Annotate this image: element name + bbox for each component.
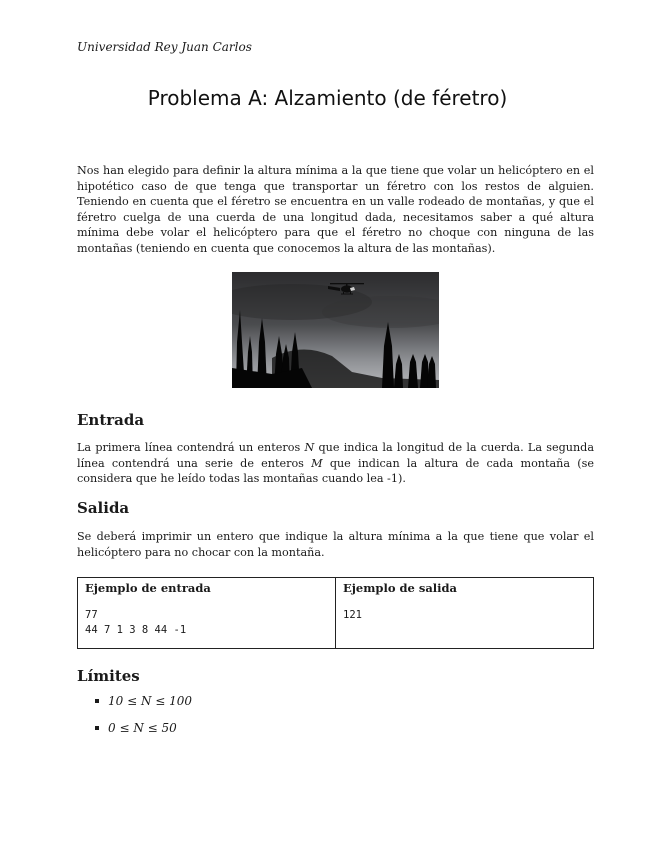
example-input-header: Ejemplo de entrada — [85, 581, 211, 595]
example-output-text: 121 — [343, 609, 362, 621]
salida-heading: Salida — [77, 499, 130, 517]
page-header: Universidad Rey Juan Carlos — [77, 40, 252, 54]
example-table — [77, 577, 594, 649]
entrada-text-2: que indica la longitud de la cuerda. La segunda línea contendrá una serie de enteros — [77, 441, 594, 470]
helicopter-photo — [232, 272, 439, 388]
entrada-paragraph — [77, 440, 594, 487]
limites-heading: Límites — [77, 667, 140, 685]
example-input-column — [78, 578, 335, 648]
limit-item-text: 10 ≤ N ≤ 100 — [108, 694, 193, 708]
entrada-heading: Entrada — [77, 411, 145, 429]
salida-paragraph: Se deberá imprimir un entero que indique la altura mínima a la que tiene que volar el helicóptero para no chocar con la montaña. — [77, 530, 594, 559]
entrada-text-3: que indican la altura de cada montaña (se considera que he leído todas las montañas cuando lea -1). — [77, 456, 594, 486]
example-output-header: Ejemplo de salida — [343, 581, 458, 595]
entrada-text-1: La primera línea contendrá un enteros — [77, 441, 305, 454]
limits-list — [95, 694, 192, 748]
problem-title: Problema A: Alzamiento (de féretro) — [147, 86, 508, 110]
limit-item — [95, 721, 192, 748]
bullet-icon — [95, 699, 99, 703]
entrada-var-m: M — [311, 456, 323, 470]
limit-item — [95, 694, 192, 721]
limit-item-text: 0 ≤ N ≤ 50 — [108, 721, 177, 735]
example-output-column — [335, 578, 593, 648]
intro-paragraph: Nos han elegido para definir la altura mínima a la que tiene que volar un helicóptero en el hipotético caso de que tenga que transportar un féretro con los restos de alguien. Teniendo en cuenta que el féretro se encuentra en un valle rodeado de montañas, y que el féretro cuelga de una cuerda de una longitud dada, necesitamos saber a qué altura mínima debe volar el helicóptero para que el féretro no choque con ninguna de las montañas (teniendo en cuenta que conocemos la altura de las montañas). — [77, 164, 594, 255]
entrada-var-n: N — [304, 441, 315, 454]
example-input-text: 77 44 7 1 3 8 44 -1 — [85, 609, 187, 636]
bullet-icon — [95, 726, 99, 730]
